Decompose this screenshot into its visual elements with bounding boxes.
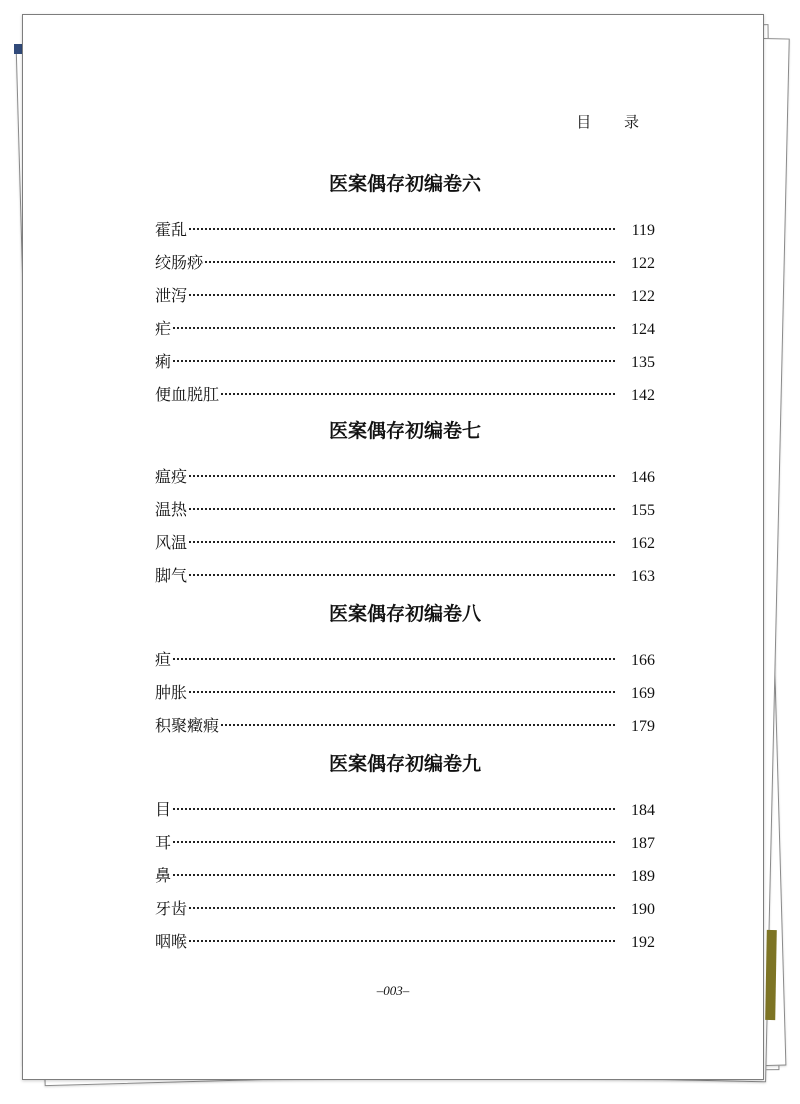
toc-entry-page: 166 [631,652,655,669]
dot-leader [189,574,615,576]
toc-entry[interactable] [155,213,655,246]
toc-entry[interactable] [155,526,655,559]
toc-entry[interactable] [155,709,655,742]
toc-entry[interactable] [155,378,655,411]
toc-entry-label: 痢 [155,352,172,371]
section-title: 医案偶存初编卷九 [328,753,481,775]
dot-leader [173,874,615,876]
dot-leader [189,691,615,693]
page-number: –003– [376,983,410,998]
toc-entry-label: 风温 [155,533,188,552]
toc-entry-label: 咽喉 [155,932,188,951]
toc-entry-page: 187 [631,835,655,852]
dot-leader [173,327,615,329]
toc-entry-label: 耳 [155,833,172,852]
dot-leader [221,393,615,395]
toc-entry-label: 疟 [155,319,172,338]
dot-leader [173,360,615,362]
toc-entry-page: 146 [631,469,655,486]
toc-entry[interactable] [155,793,655,826]
toc-entry-page: 179 [631,718,655,735]
toc-entry-page: 155 [631,502,655,519]
toc-entry[interactable] [155,493,655,526]
toc-entry-page: 169 [631,685,655,702]
dot-leader [205,261,615,263]
dot-leader [189,907,615,909]
toc-entry-label: 积聚癥瘕 [155,716,220,735]
toc-entry[interactable] [155,246,655,279]
toc-entry-label: 泄泻 [155,286,188,305]
document-page [22,14,764,1080]
toc-entry-label: 疸 [155,650,172,669]
toc-entry-page: 189 [631,868,655,885]
toc-entry-page: 124 [631,321,655,338]
toc-entry-label: 目 [155,800,172,819]
toc-entry-label: 鼻 [155,866,172,885]
toc-entry[interactable] [155,643,655,676]
dot-leader [189,940,615,942]
dot-leader [189,541,615,543]
toc-entry-label: 瘟疫 [155,467,188,486]
toc-entry-label: 脚气 [155,566,188,585]
toc-entry-page: 190 [631,901,655,918]
toc-section [155,599,655,742]
section-title: 医案偶存初编卷七 [328,420,481,442]
toc-section [155,416,655,592]
toc-entry-label: 温热 [155,500,188,519]
section-title: 医案偶存初编卷六 [328,173,481,195]
toc-entry[interactable] [155,279,655,312]
dot-leader [189,294,615,296]
toc-entry-label: 绞肠痧 [155,253,204,272]
toc-section [155,749,655,958]
toc-entry-label: 便血脱肛 [155,385,220,404]
toc-entry-page: 163 [631,568,655,585]
toc-entry-label: 肿胀 [155,683,188,702]
dot-leader [189,475,615,477]
toc-entry-page: 142 [631,387,655,404]
toc-entry-page: 162 [631,535,655,552]
toc-entry-label: 霍乱 [155,220,188,239]
book-cover-edge [765,930,777,1020]
running-head: 目 录 [576,113,653,131]
toc-entry[interactable] [155,312,655,345]
dot-leader [173,841,615,843]
toc-entry[interactable] [155,559,655,592]
toc-entry-page: 119 [631,222,655,239]
toc-entry[interactable] [155,676,655,709]
toc-section [155,169,655,411]
toc-entry-page: 192 [631,934,655,951]
toc-entry-page: 184 [631,802,655,819]
toc-entry[interactable] [155,892,655,925]
toc-entry[interactable] [155,925,655,958]
toc-entry[interactable] [155,345,655,378]
toc-entry-page: 122 [631,255,655,272]
toc-entry[interactable] [155,460,655,493]
toc-entry[interactable] [155,826,655,859]
toc-entry[interactable] [155,859,655,892]
toc-entry-label: 牙齿 [155,899,188,918]
dot-leader [173,658,615,660]
dot-leader [221,724,615,726]
dot-leader [189,508,615,510]
toc-entry-page: 135 [631,354,655,371]
dot-leader [189,228,615,230]
dot-leader [173,808,615,810]
toc-entry-page: 122 [631,288,655,305]
section-title: 医案偶存初编卷八 [328,603,481,625]
